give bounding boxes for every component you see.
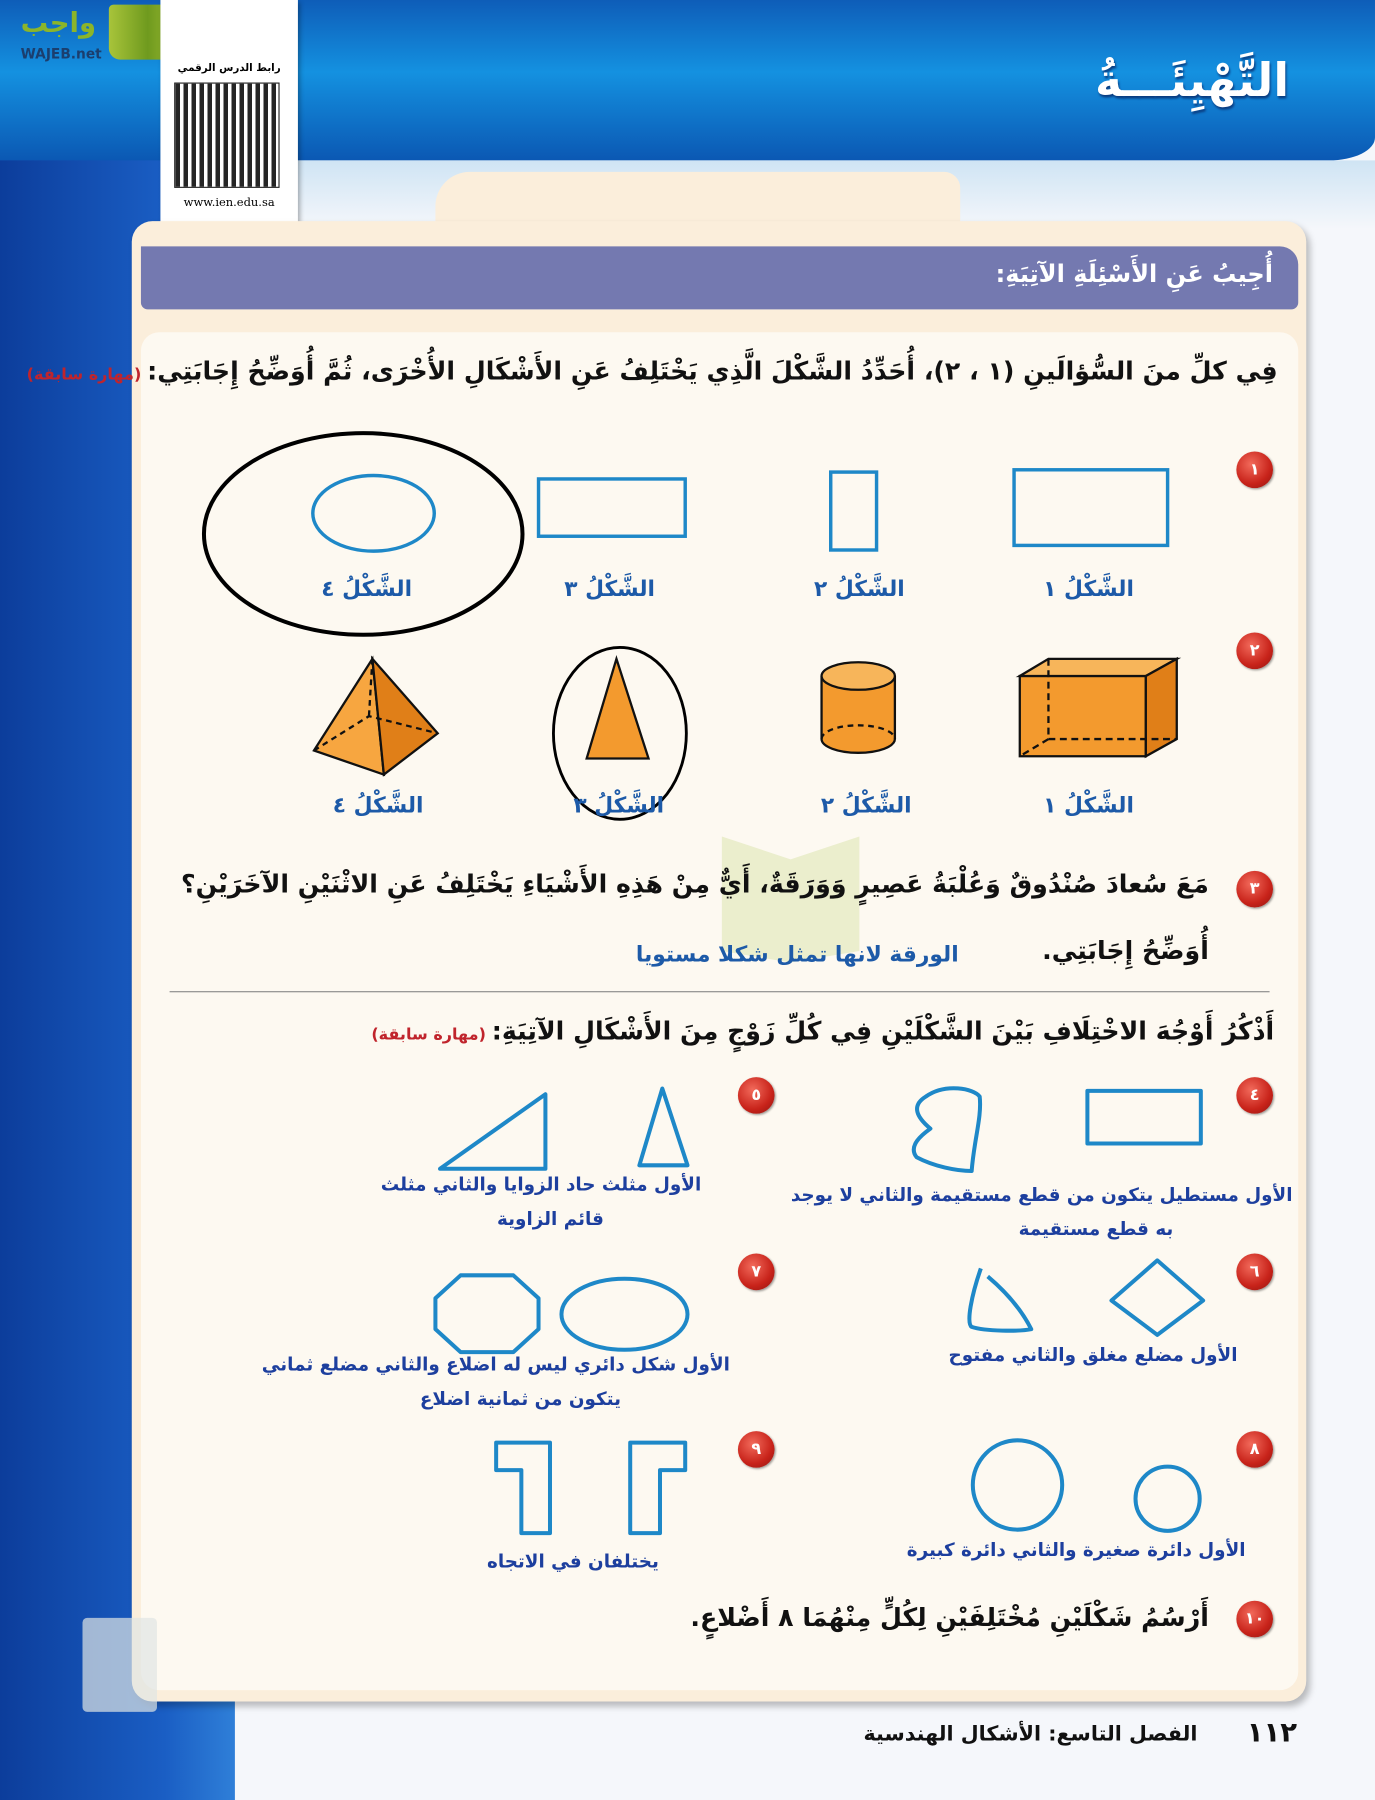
- q9-shape-1: [630, 1443, 685, 1534]
- q8-large-circle: [973, 1440, 1062, 1529]
- q5-answer-line2[interactable]: قائم الزاوية: [497, 1207, 604, 1230]
- question-number-8: ٨: [1236, 1431, 1273, 1468]
- q4-answer-line2[interactable]: به قطع مستقيمة: [1018, 1218, 1174, 1240]
- part2-instruction: أَذْكُرُ أَوْجُهَ الاخْتِلَافِ بَيْنَ الشَّكْلَيْنِ فِي كُلِّ زَوْجٍ مِنَ الأَشْكَالِ الآتِيَةِ:: [491, 1017, 1275, 1047]
- q2-label-4: الشَّكْلُ ٤: [332, 792, 424, 819]
- part1-instruction: فِي كلِّ منَ السُّؤالَينِ (١ ، ٢)، أُحَدِّدُ الشَّكْلَ الَّذِي يَخْتَلِفُ عَنِ الأَشْكَالِ الأُخْرَى، ثُمَّ أُوَضِّحُ إِجَابَتِي:: [147, 357, 1278, 387]
- question-number-2: ٢: [1236, 632, 1273, 669]
- question-number-6: ٦: [1236, 1254, 1273, 1291]
- question-number-1: ١: [1236, 451, 1273, 488]
- question-number-9: ٩: [738, 1431, 775, 1468]
- q9-shape-2: [496, 1443, 550, 1534]
- question-number-7: ٧: [738, 1254, 775, 1291]
- q3-prompt: أُوَضِّحُ إِجَابَتِي.: [1042, 937, 1209, 966]
- q6-open-shape: [969, 1268, 1031, 1330]
- page-number: ١١٢: [1246, 1716, 1298, 1749]
- q9-answer[interactable]: يختلفان في الاتجاه: [486, 1550, 659, 1573]
- question-number-5: ٥: [738, 1077, 775, 1114]
- q6-answer[interactable]: الأول مضلع مغلق والثاني مفتوح: [948, 1344, 1238, 1366]
- q10-text: أَرْسُمُ شَكْلَيْنِ مُخْتَلِفَيْنِ لِكُلٍّ مِنْهُمَا ٨ أَضْلاعٍ.: [690, 1604, 1209, 1633]
- q1-label-1: الشَّكْلُ ١: [1043, 576, 1134, 602]
- q4-answer-line1[interactable]: الأول مستطيل يتكون من قطع مستقيمة والثاني لا يوجد: [790, 1183, 1293, 1206]
- q5-acute-triangle: [639, 1089, 687, 1166]
- logo-arabic: واجب: [20, 6, 97, 39]
- q8-answer[interactable]: الأول دائرة صغيرة والثاني دائرة كبيرة: [906, 1538, 1246, 1561]
- section-bar-label: أُجِيبُ عَنِ الأَسْئِلَةِ الآتِيَةِ:: [995, 260, 1274, 288]
- skill-tag: (مهارة سابقة): [26, 365, 142, 384]
- q4-freeform-shape: [914, 1088, 980, 1171]
- q5-right-triangle: [440, 1094, 545, 1168]
- q5-answer-line1[interactable]: الأول مثلث حاد الزوايا والثاني مثلث: [380, 1173, 702, 1196]
- q6-diamond: [1111, 1260, 1203, 1334]
- logo-latin: WAJEB.net: [20, 45, 102, 62]
- footer-chapter: الفصل التاسع: الأشكال الهندسية: [863, 1722, 1198, 1747]
- q1-label-2: الشَّكْلُ ٢: [813, 576, 905, 602]
- q8-small-circle: [1136, 1467, 1200, 1531]
- q1-label-4: الشَّكْلُ ٤: [321, 576, 413, 602]
- question-number-3: ٣: [1236, 871, 1273, 908]
- qr-url[interactable]: www.ien.edu.sa: [183, 197, 275, 210]
- q7-answer-line1[interactable]: الأول شكل دائري ليس له اضلاع والثاني مضلع ثماني: [261, 1353, 730, 1375]
- q3-text: مَعَ سُعادَ صُنْدُوقٌ وَعُلْبَةُ عَصِيرٍ وَوَرَقَةٌ، أَيٌّ مِنْ هَذِهِ الأَشْيَاءِ يَخْتَلِفُ عَنِ الاثْنَيْنِ الآخَرَيْنِ؟: [180, 870, 1209, 900]
- question-number-10: ١٠: [1236, 1601, 1273, 1638]
- q7-octagon: [435, 1275, 538, 1352]
- q4-rectangle: [1087, 1091, 1200, 1144]
- skill-tag: (مهارة سابقة): [371, 1025, 486, 1044]
- q7-answer-line2[interactable]: يتكون من ثمانية اضلاع: [419, 1387, 622, 1410]
- q7-ellipse: [561, 1279, 687, 1350]
- q2-label-3: الشَّكْلُ ٣: [573, 792, 665, 819]
- qr-caption: رابط الدرس الرقمي: [177, 63, 281, 75]
- q2-label-2: الشَّكْلُ ٢: [820, 792, 912, 819]
- page-title: التَّهْيِئَـــةُ: [1094, 54, 1290, 108]
- question-number-4: ٤: [1236, 1077, 1273, 1114]
- corner-logo-icon: [82, 1618, 156, 1712]
- q1-label-3: الشَّكْلُ ٣: [564, 576, 655, 602]
- q2-label-1: الشَّكْلُ ١: [1043, 792, 1134, 819]
- q3-answer[interactable]: الورقة لانها تمثل شكلا مستويا: [635, 941, 959, 968]
